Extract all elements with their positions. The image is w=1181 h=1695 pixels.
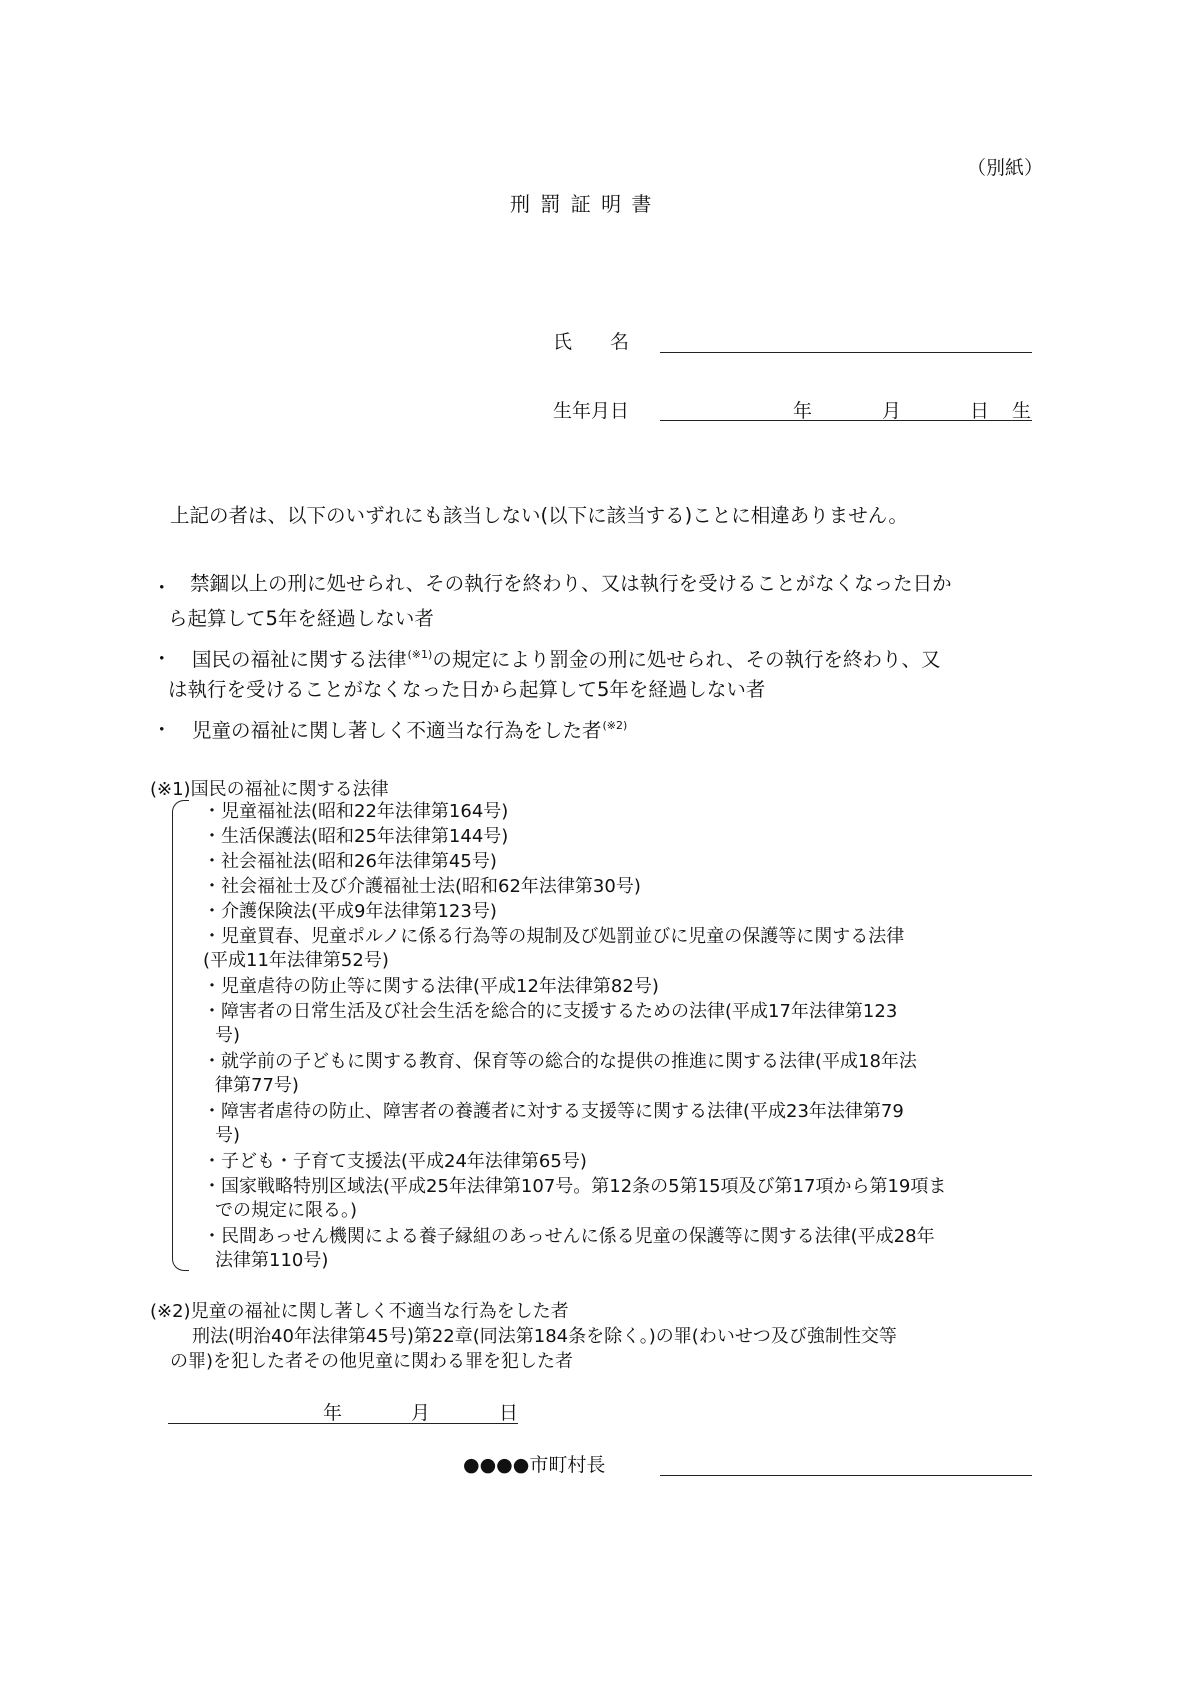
bullet-marker: ・: [152, 576, 172, 599]
bullet-2-text-b: の規定により罰金の刑に処せられ、その執行を終わり、又: [432, 648, 941, 671]
law-item: ・児童福祉法(昭和22年法律第164号): [203, 801, 509, 822]
note-2-line-2: の罪)を犯した者その他児童に関わる罪を犯した者: [170, 1351, 574, 1372]
name-label: 氏 名: [553, 331, 630, 353]
law-item: ・国家戦略特別区域法(平成25年法律第107号。第12条の5第15項及び第17項から第19項ま での規定に限る。): [203, 1176, 947, 1221]
law-item: ・障害者虐待の防止、障害者の養護者に対する支援等に関する法律(平成23年法律第79 号): [203, 1101, 904, 1146]
birth-date-label: 生年月日: [553, 400, 630, 422]
law-item: ・児童虐待の防止等に関する法律(平成12年法律第82号): [203, 976, 659, 997]
law-item: ・民間あっせん機関による養子縁組のあっせんに係る児童の保護等に関する法律(平成28年 法律第110号): [203, 1226, 935, 1271]
note-ref-2: (※2): [602, 719, 628, 732]
bullet-3-line-1: [192, 708, 627, 748]
law-item: ・社会福祉法(昭和26年法律第45号): [203, 851, 497, 872]
law-item: ・障害者の日常生活及び社会生活を総合的に支援するための法律(平成17年法律第123 号): [203, 1001, 898, 1046]
note-ref-1: (※1): [407, 648, 433, 661]
statement-text: 上記の者は、以下のいずれにも該当しない(以下に該当する)ことに相違ありません。: [170, 504, 908, 527]
note-2-line-1: 刑法(明治40年法律第45号)第22章(同法第184条を除く。)の罪(わいせつ及び強制性交等: [192, 1326, 897, 1347]
law-item: ・介護保険法(平成9年法律第123号): [203, 901, 497, 922]
bullet-1-line-2: ら起算して5年を経過しない者: [168, 607, 434, 630]
document-title: 刑 罰 証 明 書: [510, 192, 654, 216]
birth-day-label: 日: [970, 400, 990, 422]
birth-month-label: 月: [882, 400, 902, 422]
attachment-label: （別紙）: [967, 157, 1044, 179]
note-2-heading: (※2)児童の福祉に関し著しく不適当な行為をした者: [150, 1301, 569, 1322]
bullet-3-text: 児童の福祉に関し著しく不適当な行為をした者: [192, 719, 602, 742]
law-list-bracket: [172, 800, 189, 1271]
mayor-label: ●●●●市町村長: [463, 1454, 606, 1476]
bullet-marker: ・: [152, 647, 172, 670]
issue-year-label: 年: [323, 1402, 343, 1424]
bullet-marker: ・: [152, 718, 172, 741]
note-1-heading: (※1)国民の福祉に関する法律: [150, 779, 389, 800]
birth-date-field-line[interactable]: [660, 420, 1032, 421]
birth-suffix-label: 生: [1012, 400, 1032, 422]
law-item: ・就学前の子どもに関する教育、保育等の総合的な提供の推進に関する法律(平成18年法 律第77号): [203, 1051, 917, 1096]
issue-day-label: 日: [499, 1402, 519, 1424]
law-item: ・子ども・子育て支援法(平成24年法律第65号): [203, 1151, 587, 1172]
mayor-signature-line[interactable]: [660, 1475, 1032, 1476]
issue-date-field-line[interactable]: [168, 1423, 518, 1424]
bullet-1-line-1: 禁錮以上の刑に処せられ、その執行を終わり、又は執行を受けることがなくなった日か: [190, 572, 952, 595]
birth-year-label: 年: [793, 400, 813, 422]
law-item: ・児童買春、児童ポルノに係る行為等の規制及び処罰並びに児童の保護等に関する法律 (平成11年法律第52号): [203, 926, 905, 971]
name-field-line[interactable]: [660, 352, 1032, 353]
issue-month-label: 月: [411, 1402, 431, 1424]
law-item: ・生活保護法(昭和25年法律第144号): [203, 826, 509, 847]
bullet-2-line-1: [192, 637, 941, 677]
bullet-2-text-a: 国民の福祉に関する法律: [192, 648, 407, 671]
bullet-2-line-2: は執行を受けることがなくなった日から起算して5年を経過しない者: [168, 678, 766, 701]
law-item: ・社会福祉士及び介護福祉士法(昭和62年法律第30号): [203, 876, 641, 897]
